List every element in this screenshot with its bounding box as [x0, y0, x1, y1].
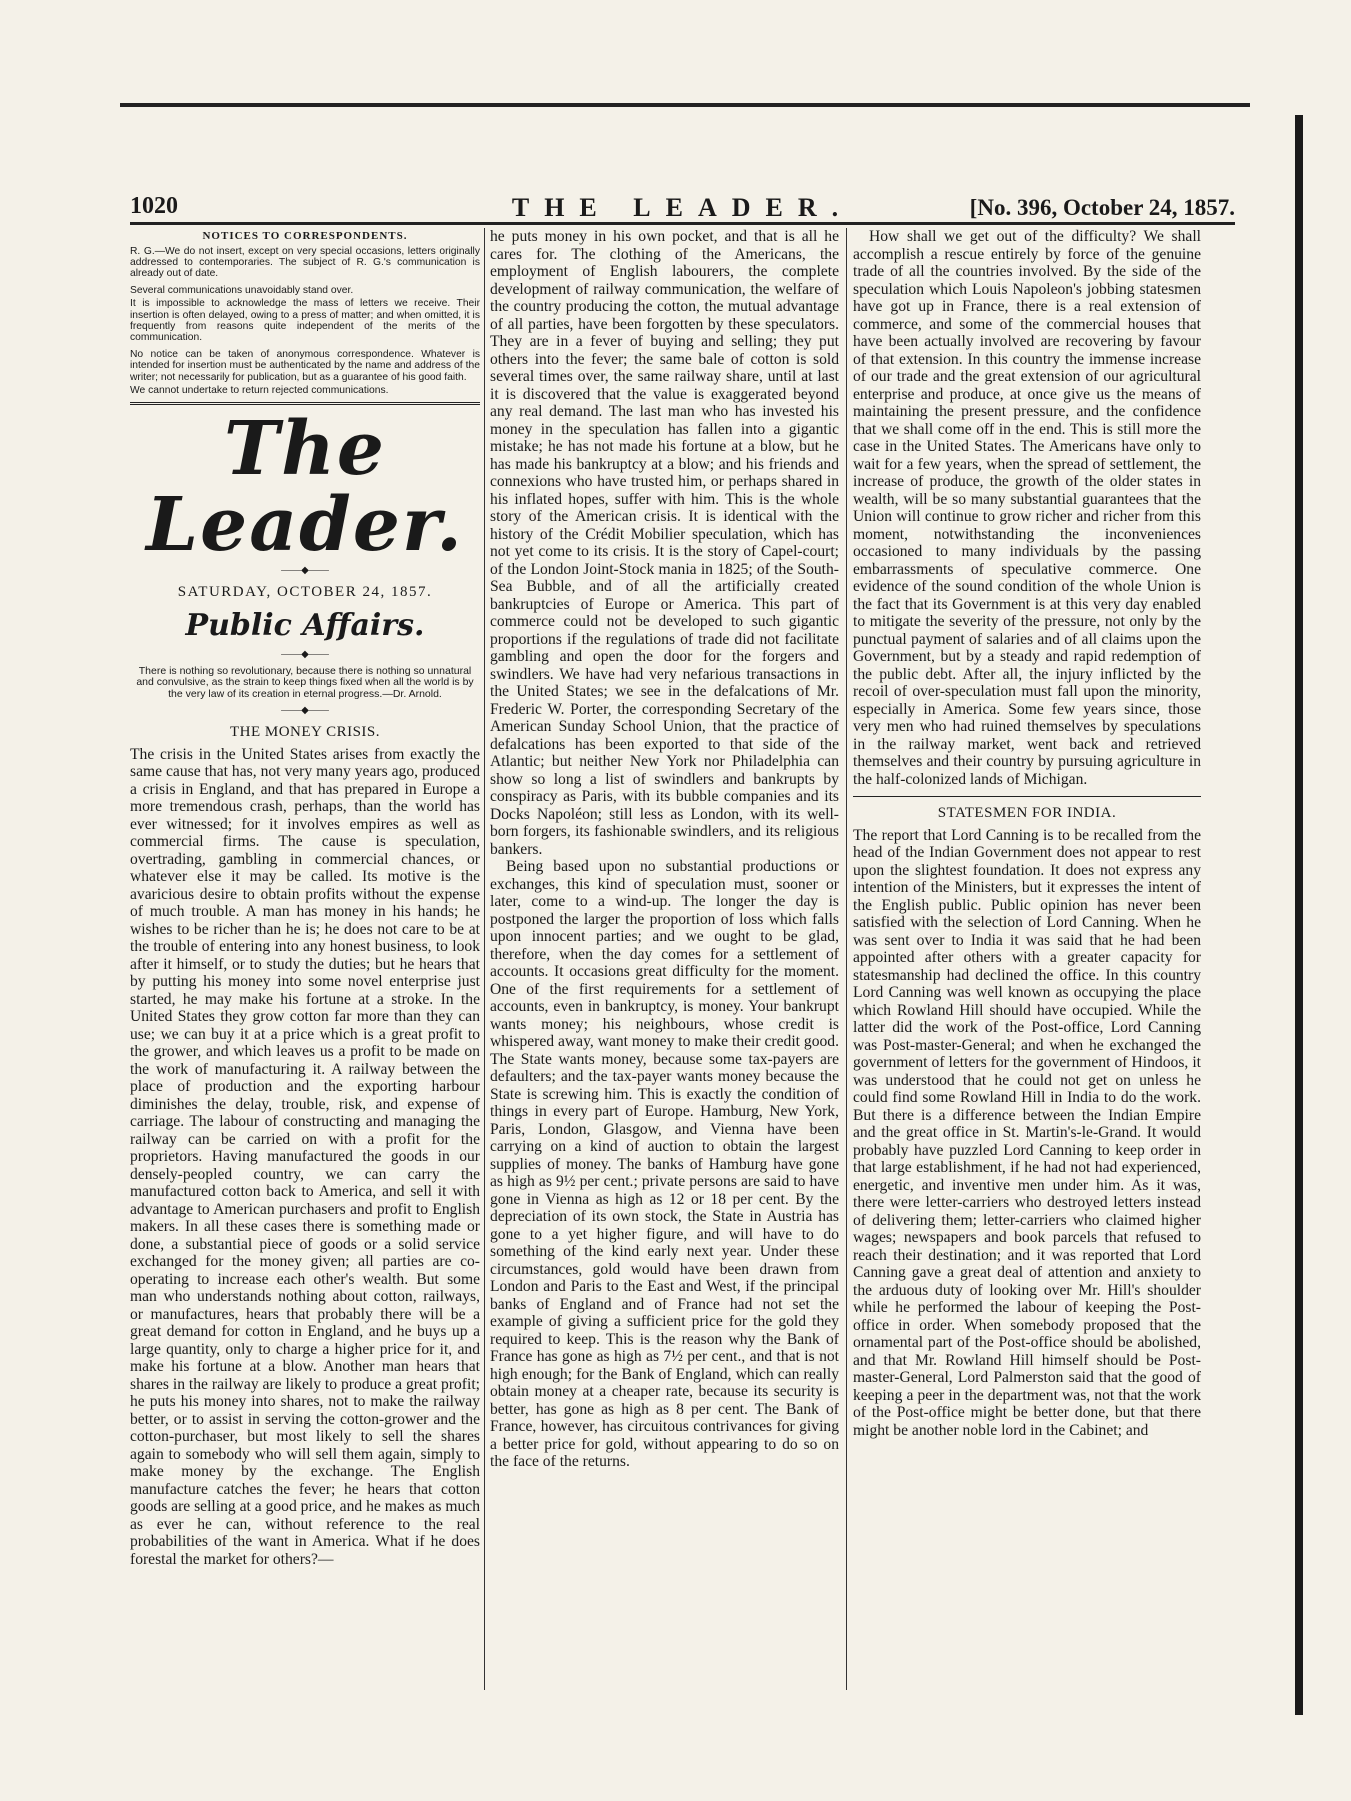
- column-3: [853, 228, 1201, 1439]
- column-1: [130, 228, 480, 1568]
- notices-section: [130, 228, 480, 396]
- epigraph: There is nothing so revolutionary, because there is nothing so unnatural and convulsive, as the strain to keep things fixed when all the world is by the very law of its creation in eternal progress.—Dr. Arnold.: [136, 664, 474, 700]
- article-paragraph: How shall we get out of the difficulty? We shall accomplish a rescue entirely by force of the genuine trade of all the countries involved. By the side of the speculation which Louis Napoleon's jobbing statesmen have got up in France, there is a real extension of commerce, and some of the commercial houses that have been actually involved are recovering by favour of that extension. In this country the immense increase of our trade and the great extension of our agricultural enterprise and produce, at once give us the means of maintaining the present pressure, and the confidence that we shall come off in the end. This is still more the case in the United States. The Americans have only to wait for a few years, when the spread of settlement, the increase of produce, the growth of the older states in wealth, will be so many substantial guarantees that the Union will continue to grow richer and richer from this moment, notwithstanding the inconveniences occasioned to many individuals by the passing embarrassments of speculative commerce. One evidence of the sound condition of the whole Union is the fact that its Government is at this very day enabled to mitigate the severity of the pressure, not only by the punctual payment of salaries and of all claims upon the Government, but by a steady and rapid redemption of the public debt. After all, the injury inflicted by the recoil of over-speculation must fall upon the minority, especially in America. Some few years since, those very men who had ruined themselves by speculations in the railway market, went back and retrieved themselves and their country by pursuing agriculture in the half-colonized lands of Michigan.: [853, 228, 1201, 788]
- issue-date: SATURDAY, OCTOBER 24, 1857.: [177, 584, 433, 601]
- page-number: 1020: [130, 193, 178, 219]
- notice-item: It is impossible to acknowledge the mass of letters we receive. Their insertion is often delayed, owing to a press of matter; and when omitted, it is frequently from reasons quite independent of the merits of the communication.: [130, 298, 480, 344]
- notice-item: R. G.—We do not insert, except on very special occasions, letters originally addressed to contemporaries. The subject of R. G.'s communication is already out of date.: [130, 245, 480, 280]
- top-rule: [120, 103, 1250, 107]
- divider: [130, 402, 480, 405]
- notice-item: No notice can be taken of anonymous correspondence. Whatever is intended for insertion must be authenticated by the name and address of the writer; not necessarily for publication, but as a guarantee of his good faith.: [130, 348, 480, 383]
- section-title: Public Affairs.: [185, 607, 425, 643]
- article-paragraph: The report that Lord Canning is to be recalled from the head of the Indian Government does not appear to rest upon the slightest foundation. It does not express any intention of the Ministers, but it expresses the intent of the English public. Public opinion has never been satisfied with the selection of Lord Canning. When he was sent over to India it was said that he had been appointed after others with a greater capacity for statesmanship had declined the office. In this country Lord Canning was well known as occupying the place which Rowland Hill should have occupied. While the latter did the work of the Post-office, Lord Canning was Post-master-General; and when he exchanged the government of letters for the government of Hindoos, it was understood that he could not get on unless he could find some Rowland Hill in India to do the work. But there is a difference between the Indian Empire and the great office in St. Martin's-le-Grand. It would probably have puzzled Lord Canning to keep order in that large establishment, if he had not had experienced, energetic, and inventive men under him. As it was, there were letter-carriers who destroyed letters instead of delivering them; letter-carriers who claimed higher wages; newspapers and book parcels that refused to reach their destination; and it was reported that Lord Canning gave a great deal of attention and anxiety to the arduous duty of looking over Mr. Hill's shoulder while he performed the labour of keeping the Post-office in order. When somebody proposed that the ornamental part of the Post-office should be abolished, and that Mr. Rowland Hill himself should be Post-master-General, Lord Palmerston said that the good of keeping a peer in the department was, not that the work of the Post-office might be better done, but that there might be another noble lord in the Cabinet; and: [853, 826, 1201, 1439]
- article-heading: STATESMEN FOR INDIA.: [937, 805, 1117, 821]
- notices-heading: NOTICES TO CORRESPONDENTS.: [202, 230, 408, 242]
- column-divider: [846, 228, 847, 1690]
- page-header: [130, 193, 1235, 223]
- article-paragraph: The crisis in the United States arises from exactly the same cause that has, not very many years ago, produced a crisis in England, and that has prepared in Europe a more tremendous crash, perhaps, than the world has ever witnessed; for it involves empires as well as commercial firms. The cause is speculation, overtrading, gambling in commercial chances, or whatever else it may be called. Its motive is the avaricious desire to obtain profits without the expense of much trouble. A man has money in his hands; he wishes to be richer than he is; he does not care to be at the trouble of entering into any honest business, to look after it himself, or to study the duties; but he hears that by putting his money into some novel enterprise just started, he may make his fortune at a stroke. In the United States they grow cotton far more than they can use; we can buy it at a price which is a great profit to the grower, and which leaves us a profit to be made on the work of manufacturing it. A railway between the place of production and the exporting harbour diminishes the delay, trouble, risk, and expense of carriage. The labour of constructing and managing the railway can be carried on with a profit for the proprietors. Having manufactured the goods in our densely-peopled country, we can carry the manufactured cotton back to America, and sell it with advantage to American purchasers and profit to English makers. In all these cases there is something made or done, a substantial piece of goods or a solid service exchanged for the money given; all parties are co-operating to increase each other's wealth. But some man who understands nothing about cotton, railways, or manufactures, hears that probably there will be a great demand for cotton in England, and he buys up a large quantity, only to charge a higher price for it, and make his fortune at a blow. Another man hears that shares in the railway are likely to produce a great profit; he puts his money into shares, not to make the railway better, or to assist in serving the cotton-grower and the cotton-purchaser, but most likely to sell the shares again to somebody who will sell them again, simply to make money by the exchange. The English manufacture catches the fever; he hears that cotton goods are selling at a good price, and he makes as much as ever he can, without reference to the real probabilities of the want in America. What if he does forestal the market for others?—: [130, 745, 480, 1568]
- article-paragraph: Being based upon no substantial productions or exchanges, this kind of speculation must, sooner or later, come to a wind-up. The longer the day is postponed the larger the proportion of loss which falls upon innocent parties; and we ought to be glad, therefore, when the day comes for a settlement of accounts. It occasions great difficulty for the moment. One of the first requirements for a settlement of accounts, even in bankruptcy, is money. Your bankrupt wants money; his neighbours, whose credit is whispered away, want money to make their credit good. The State wants money, because some tax-payers are defaulters; and the tax-payer wants money because the State is screwing him. This is exactly the condition of things in every part of Europe. Hamburg, New York, Paris, London, Glasgow, and Vienna have been carrying on a kind of auction to obtain the largest supplies of money. The banks of Hamburg have gone as high as 9½ per cent.; private persons are said to have gone in Vienna as high as 12 or 18 per cent. By the depreciation of its own stock, the State in Austria has gone to a yet higher figure, and will have to do something of the kind early next year. Under these circumstances, gold would have been drawn from London and Paris to the East and West, if the principal banks of England and of France had not set the example of giving a sufficient price for the gold they required to keep. This is the reason why the Bank of France has gone as high as 7½ per cent., and that is not high enough; for the Bank of England, which can really obtain money at a cheaper rate, because its security is better, has gone as high as 8 per cent. The Bank of France, however, has circuitous contrivances for giving a better price for gold, without appearing to do so on the face of the returns.: [490, 858, 839, 1470]
- article-paragraph: he puts money in his own pocket, and that is all he cares for. The clothing of the Americans, the employment of English labourers, the complete development of railway communication, the welfare of the country producing the cotton, the mutual advantage of all parties, have been forgotten by these speculators. They are in a fever of buying and selling; they put others into the fever; the same bale of cotton is sold several times over, the same railway share, until at last it is discovered that the value is exaggerated beyond any real demand. The last man who has invested his money in the speculation has fallen into a gigantic mistake; he has not made his fortune at a blow, but he has made his bankruptcy at a blow; and his friends and connexions who have trusted him, or perhaps shared in his inflated hopes, suffer with him. This is the whole story of the American crisis. It is identical with the history of the Crédit Mobilier speculation, which has not yet come to its crisis. It is the story of Capel-court; of the London Joint-Stock mania in 1825; of the South-Sea Bubble, and of all the artificially created bankruptcies of Europe or America. This part of commerce could not be developed to such gigantic proportions if the regulations of trade did not facilitate gambling and open the door for the forgers and swindlers. We have had very nefarious transactions in the United States; we see in the defalcations of Mr. Frederic W. Porter, the corresponding Secretary of the American Sunday School Union, that the practice of defalcations has been exported to that side of the Atlantic; but neither New York nor Philadelphia can show so long a list of swindlers and bankrupts by conspiracy as Paris, with its bubble companies and its Docks Napoléon; still less as London, with its well-born forgers, its fashionable swindlers, and its religious bankers.: [490, 228, 839, 858]
- newspaper-title: THE LEADER.: [511, 193, 854, 222]
- header-rule: [130, 222, 1235, 225]
- notice-item: We cannot undertake to return rejected communications.: [130, 384, 389, 396]
- ornament-divider: ——◆——: [281, 565, 329, 577]
- column-divider: [484, 228, 485, 1690]
- masthead-title: The Leader.: [146, 406, 464, 569]
- page-edge-bar: [1295, 115, 1303, 1715]
- ornament-divider: ——◆——: [281, 705, 329, 717]
- article-heading: THE MONEY CRISIS.: [229, 724, 381, 741]
- ornament-divider: ——◆——: [281, 648, 329, 660]
- issue-info: [No. 396, October 24, 1857.: [969, 195, 1235, 220]
- divider: [853, 796, 1201, 797]
- notice-item: Several communications unavoidably stand over.: [130, 284, 354, 296]
- column-2: [490, 228, 839, 1471]
